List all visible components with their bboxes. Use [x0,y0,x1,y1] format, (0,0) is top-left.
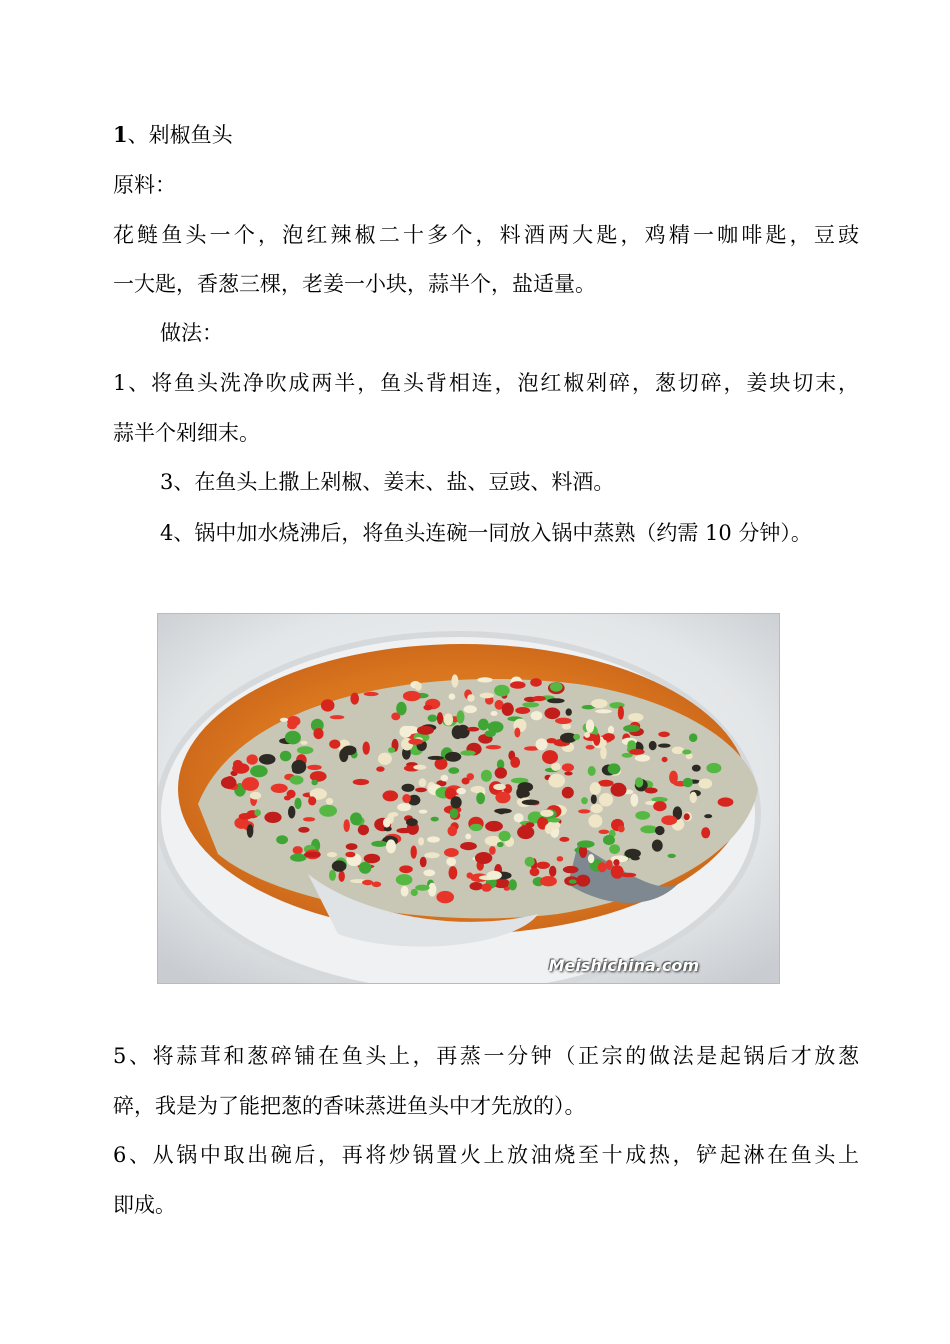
topping-piece [690,792,697,803]
topping-piece [250,792,261,800]
topping-piece [428,883,436,897]
topping-piece [522,702,539,707]
topping-piece [363,742,370,755]
topping-piece [668,854,676,858]
topping-piece [608,726,614,734]
topping-piece [509,879,517,890]
topping-piece [383,818,391,828]
topping-piece [652,840,663,852]
topping-piece [598,780,613,787]
topping-piece [591,804,603,813]
topping-piece [635,755,650,762]
topping-piece [460,842,477,850]
topping-piece [428,756,444,760]
topping-piece [292,760,307,774]
topping-piece [259,754,276,765]
topping-piece [396,702,406,716]
topping-piece [330,715,345,719]
step-3: 3、在鱼头上撒上剁椒、姜末、盐、豆豉、料酒。 [160,470,615,494]
topping-piece [625,849,641,858]
topping-piece [271,784,288,793]
step-5-line-1: 5、将蒜茸和葱碎铺在鱼头上，再蒸一分钟（正宗的做法是起锅后才放葱 [113,1044,859,1068]
topping-piece [611,855,629,862]
topping-piece [332,860,347,871]
topping-piece [437,712,443,724]
topping-piece [451,674,458,687]
topping-piece [689,733,697,742]
topping-piece [588,814,602,828]
topping-piece [288,806,295,819]
topping-piece [562,763,574,771]
topping-piece [564,772,572,776]
topping-piece [401,886,409,897]
topping-piece [428,715,438,722]
topping-piece [304,852,321,858]
topping-piece [294,798,301,809]
topping-piece [682,750,691,755]
ingredients-line-1: 花鲢鱼头一个，泡红辣椒二十多个，料酒两大匙，鸡精一咖啡匙，豆豉 [113,223,859,247]
topping-piece [603,733,615,741]
topping-piece [448,826,458,836]
topping-piece [514,813,524,822]
topping-piece [683,778,693,787]
topping-piece [446,857,456,866]
topping-piece [595,709,612,713]
topping-piece [460,750,475,755]
topping-piece [718,797,734,806]
topping-piece [584,732,590,738]
topping-piece [510,757,520,768]
topping-piece [450,808,458,818]
topping-piece [611,865,624,879]
topping-piece [419,810,428,814]
topping-piece [321,699,335,711]
topping-piece [424,852,439,858]
topping-piece [562,723,571,729]
topping-piece [467,694,475,701]
topping-piece [418,837,424,845]
topping-piece [485,821,503,832]
photo-watermark: Meishichina.com [548,956,699,975]
topping-piece [588,766,596,776]
topping-piece [465,834,471,840]
topping-piece [672,747,684,755]
topping-piece [239,813,252,820]
topping-piece [629,749,644,755]
topping-piece [704,814,712,818]
topping-piece [480,693,494,699]
topping-piece [390,812,399,817]
topping-piece [298,827,309,833]
topping-piece [635,811,650,820]
topping-piece [706,763,721,773]
topping-piece [388,747,395,753]
topping-piece [411,889,418,896]
topping-piece [493,784,506,790]
topping-piece [233,760,243,769]
topping-piece [562,787,574,799]
topping-piece [502,703,514,716]
topping-piece [536,862,550,869]
topping-piece [548,774,565,788]
topping-piece [635,777,643,787]
topping-piece [402,794,411,803]
topping-piece [359,862,372,874]
topping-piece [662,757,668,762]
topping-piece [475,852,492,864]
topping-piece [577,840,595,847]
topping-piece [319,805,337,817]
topping-piece [547,698,564,703]
topping-piece [549,866,556,877]
topping-piece [588,854,594,863]
topping-piece [280,751,292,762]
topping-piece [449,693,456,699]
topping-piece [247,824,254,837]
topping-piece [628,713,643,722]
topping-piece [280,718,288,722]
topping-piece [522,800,540,806]
topping-piece [411,846,417,859]
topping-piece [510,681,526,689]
topping-piece [578,809,590,813]
topping-piece [350,693,359,705]
topping-piece [555,718,572,724]
topping-piece [326,798,333,805]
topping-piece [590,782,601,795]
topping-piece [402,784,415,792]
topping-piece [477,677,492,682]
topping-piece [608,763,621,774]
topping-piece [566,708,572,715]
topping-piece [591,794,597,804]
topping-piece [551,763,561,771]
topping-piece [586,745,595,750]
topping-piece [344,819,350,832]
topping-piece [603,835,615,845]
topping-piece [285,731,301,745]
topping-piece [284,796,291,801]
topping-piece [532,696,546,701]
topping-piece [386,839,396,853]
topping-piece [444,848,459,857]
topping-piece [297,746,313,754]
step-6-line-2: 即成。 [113,1193,176,1217]
topping-piece [600,746,607,759]
topping-piece [448,767,459,774]
topping-piece [517,826,534,840]
topping-piece [499,831,511,841]
topping-piece [618,825,625,832]
topping-piece [451,796,462,808]
topping-piece [536,738,548,750]
topping-piece [290,775,304,784]
topping-piece [327,852,337,857]
topping-piece [606,860,613,870]
method-heading: 做法： [160,321,223,345]
topping-piece [470,882,483,890]
topping-piece [431,817,439,822]
topping-piece [415,682,422,691]
topping-piece [540,876,557,886]
topping-piece [658,744,671,748]
topping-piece [397,803,411,811]
topping-piece [478,719,489,731]
topping-piece [436,891,454,903]
topping-piece [308,796,316,805]
topping-piece [415,885,429,891]
ingredients-line-2: 一大匙，香葱三棵，老姜一小块，蒜半个，盐适量。 [113,272,596,296]
topping-piece [542,750,558,764]
topping-piece [378,753,392,765]
topping-piece [544,708,560,720]
topping-piece [698,779,712,789]
topping-piece [372,882,381,888]
topping-piece [530,678,542,686]
topping-piece [399,865,413,873]
topping-piece [581,797,588,804]
step-1-line-2: 蒜半个剁细末。 [113,421,260,445]
topping-piece [383,790,399,801]
topping-piece [464,705,477,713]
topping-piece [692,765,701,772]
topping-piece [406,818,418,826]
topping-piece [276,835,288,844]
topping-piece [569,879,577,883]
topping-piece [444,713,453,725]
topping-piece [342,746,356,756]
topping-piece [423,705,432,711]
topping-piece [371,841,387,847]
topping-piece [457,710,465,723]
topping-piece [557,856,564,861]
topping-piece [701,827,710,838]
topping-piece [456,788,466,795]
topping-piece [310,771,327,782]
topping-piece [486,745,501,749]
topping-piece [396,874,413,885]
topping-piece [221,777,237,789]
step-5-line-2: 碎，我是为了能把葱的香味蒸进鱼头中才先放的）。 [113,1094,586,1118]
topping-piece [669,771,678,784]
topping-piece [441,775,449,782]
topping-piece [413,765,426,770]
topping-piece [514,728,520,738]
recipe-number: 1 [113,122,128,147]
topping-piece [491,711,498,716]
fish-head-illustration [158,614,779,983]
topping-piece [548,818,560,823]
topping-piece [376,766,384,771]
topping-piece [403,726,419,734]
topping-piece [586,719,594,732]
topping-piece [307,765,322,770]
topping-piece [526,822,535,827]
topping-piece [247,754,258,764]
topping-piece [495,767,507,778]
topping-piece [353,779,369,785]
topping-piece [599,830,610,834]
topping-piece [563,866,579,873]
topping-piece [329,870,336,881]
recipe-title [113,120,233,150]
topping-piece [576,875,590,887]
topping-piece [611,783,627,797]
topping-piece [250,765,268,777]
topping-piece [345,852,355,858]
topping-piece [445,752,461,762]
topping-piece [655,826,665,835]
topping-piece [415,788,427,793]
topping-piece [481,770,492,782]
step-1-line-1: 1、将鱼头洗净吹成两半，鱼头背相连，泡红椒剁碎，葱切碎，姜块切末， [113,371,859,395]
topping-piece [264,812,281,823]
ingredients-heading: 原料： [113,173,176,197]
topping-piece [661,815,677,825]
topping-piece [287,721,297,729]
topping-piece [462,778,470,785]
topping-piece [658,732,670,738]
dish-photo [157,613,780,984]
topping-piece [684,813,690,820]
topping-piece [427,836,440,842]
topping-piece [403,691,421,701]
topping-piece [530,868,540,876]
topping-piece [540,810,553,817]
step-6-line-1: 6、从锅中取出碗后，再将炒锅置火上放油烧至十成热，铲起淋在鱼头上 [113,1143,859,1167]
topping-piece [358,825,369,836]
topping-piece [498,809,506,814]
step-4: 4、锅中加水烧沸后，将鱼头连碗一同放入锅中蒸熟（约需 10 分钟）。 [160,521,812,545]
topping-piece [423,870,435,877]
topping-piece [653,801,666,811]
topping-piece [525,857,535,867]
topping-piece [293,846,303,854]
topping-piece [346,843,358,850]
topping-piece [618,706,624,720]
topping-piece [645,788,658,794]
topping-piece [640,825,657,833]
topping-piece [362,880,373,885]
topping-piece [599,793,613,806]
topping-piece [613,859,619,866]
topping-piece [609,844,620,854]
topping-piece [630,794,638,807]
topping-piece [573,734,580,740]
topping-piece [419,778,427,787]
topping-piece [254,809,261,816]
topping-piece [242,777,259,791]
recipe-name: 、剁椒鱼头 [127,123,233,147]
topping-piece [623,725,640,732]
topping-piece [452,725,464,739]
topping-piece [515,707,530,714]
topping-piece [489,846,496,855]
topping-piece [339,871,345,882]
topping-piece [518,782,534,792]
topping-piece [591,699,608,708]
topping-piece [559,837,569,842]
topping-piece [449,866,458,879]
topping-piece [350,812,362,825]
topping-piece [485,730,496,737]
topping-piece [476,792,485,804]
topping-piece [598,862,607,872]
topping-piece [495,792,510,804]
topping-piece [494,685,510,697]
topping-piece [467,727,479,732]
topping-piece [364,692,379,696]
topping-piece [300,741,307,745]
topping-piece [329,740,340,749]
topping-piece [470,824,483,831]
topping-piece [649,741,657,750]
topping-piece [303,817,315,821]
topping-piece [487,871,502,880]
topping-piece [550,682,563,691]
topping-piece [408,739,423,745]
topping-piece [482,883,492,891]
topping-piece [470,786,485,793]
topping-piece [531,711,543,720]
topping-piece [497,842,504,847]
topping-piece [417,726,434,735]
topping-piece [311,780,317,786]
topping-piece [313,728,323,739]
topping-piece [420,857,427,868]
